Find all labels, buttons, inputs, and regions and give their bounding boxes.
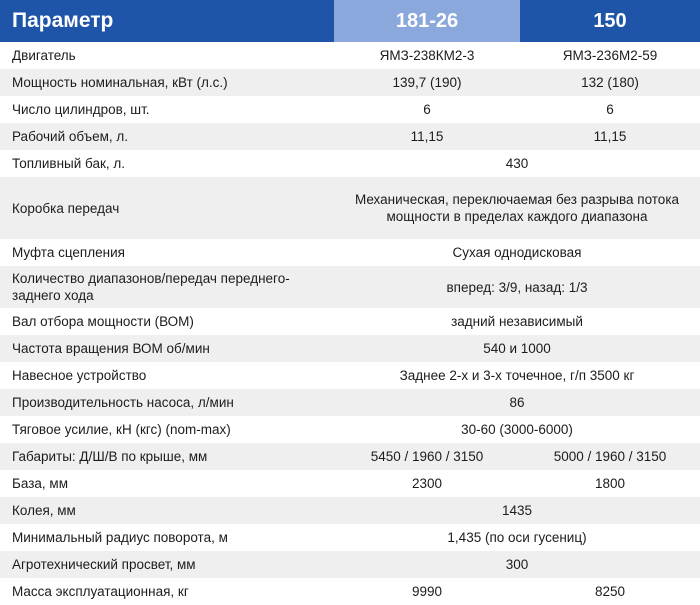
value-model-150: 1800	[520, 470, 700, 497]
row-label: Муфта сцепления	[0, 239, 334, 266]
value-model-150: 11,15	[520, 123, 700, 150]
row-label: Масса эксплуатационная, кг	[0, 578, 334, 605]
value-shared: Заднее 2-х и 3-х точечное, г/п 3500 кг	[334, 362, 700, 389]
table-row	[0, 524, 700, 551]
table-row	[0, 416, 700, 443]
value-shared: 30-60 (3000-6000)	[334, 416, 700, 443]
value-shared: 1,435 (по оси гусениц)	[334, 524, 700, 551]
table-row	[0, 470, 700, 497]
row-label: Двигатель	[0, 42, 334, 69]
row-label: Количество диапазонов/передач переднего-заднего хода	[0, 266, 334, 308]
table-row	[0, 69, 700, 96]
value-shared: задний независимый	[334, 308, 700, 335]
table-row	[0, 239, 700, 266]
value-shared: вперед: 3/9, назад: 1/3	[334, 266, 700, 308]
row-label: Топливный бак, л.	[0, 150, 334, 177]
value-shared: 300	[334, 551, 700, 578]
row-label: Рабочий объем, л.	[0, 123, 334, 150]
table-row	[0, 551, 700, 578]
value-shared: Сухая однодисковая	[334, 239, 700, 266]
header-row	[0, 0, 700, 42]
header-param: Параметр	[0, 0, 334, 42]
value-model-150: ЯМЗ-236М2-59	[520, 42, 700, 69]
table-row	[0, 42, 700, 69]
value-shared: 430	[334, 150, 700, 177]
row-label: База, мм	[0, 470, 334, 497]
table-row	[0, 497, 700, 524]
value-shared: 1435	[334, 497, 700, 524]
table-row	[0, 443, 700, 470]
row-label: Мощность номинальная, кВт (л.с.)	[0, 69, 334, 96]
row-label: Габариты: Д/Ш/В по крыше, мм	[0, 443, 334, 470]
row-label: Навесное устройство	[0, 362, 334, 389]
table-row	[0, 177, 700, 239]
row-label: Колея, мм	[0, 497, 334, 524]
row-label: Минимальный радиус поворота, м	[0, 524, 334, 551]
value-model-150: 8250	[520, 578, 700, 605]
table-row	[0, 123, 700, 150]
value-model-181-26: 139,7 (190)	[334, 69, 520, 96]
row-label: Тяговое усилие, кН (кгс) (nom-max)	[0, 416, 334, 443]
table-row	[0, 150, 700, 177]
value-shared: 540 и 1000	[334, 335, 700, 362]
table-row	[0, 96, 700, 123]
table-row	[0, 308, 700, 335]
row-label: Производительность насоса, л/мин	[0, 389, 334, 416]
row-label: Агротехнический просвет, мм	[0, 551, 334, 578]
value-model-181-26: 2300	[334, 470, 520, 497]
table-row	[0, 389, 700, 416]
header-model-181-26: 181-26	[334, 0, 520, 42]
table-row	[0, 335, 700, 362]
row-label: Число цилиндров, шт.	[0, 96, 334, 123]
header-model-150: 150	[520, 0, 700, 42]
value-shared: Механическая, переключаемая без разрыва потока мощности в пределах каждого диапазона	[334, 177, 700, 239]
value-model-181-26: 11,15	[334, 123, 520, 150]
value-model-150: 6	[520, 96, 700, 123]
table-row	[0, 362, 700, 389]
value-model-181-26: 5450 / 1960 / 3150	[334, 443, 520, 470]
table-row	[0, 266, 700, 308]
value-model-181-26: 9990	[334, 578, 520, 605]
table-row	[0, 578, 700, 605]
row-label: Частота вращения ВОМ об/мин	[0, 335, 334, 362]
value-model-150: 5000 / 1960 / 3150	[520, 443, 700, 470]
row-label: Коробка передач	[0, 177, 334, 239]
row-label: Вал отбора мощности (ВОМ)	[0, 308, 334, 335]
value-model-150: 132 (180)	[520, 69, 700, 96]
value-model-181-26: ЯМЗ-238КМ2-3	[334, 42, 520, 69]
value-model-181-26: 6	[334, 96, 520, 123]
value-shared: 86	[334, 389, 700, 416]
